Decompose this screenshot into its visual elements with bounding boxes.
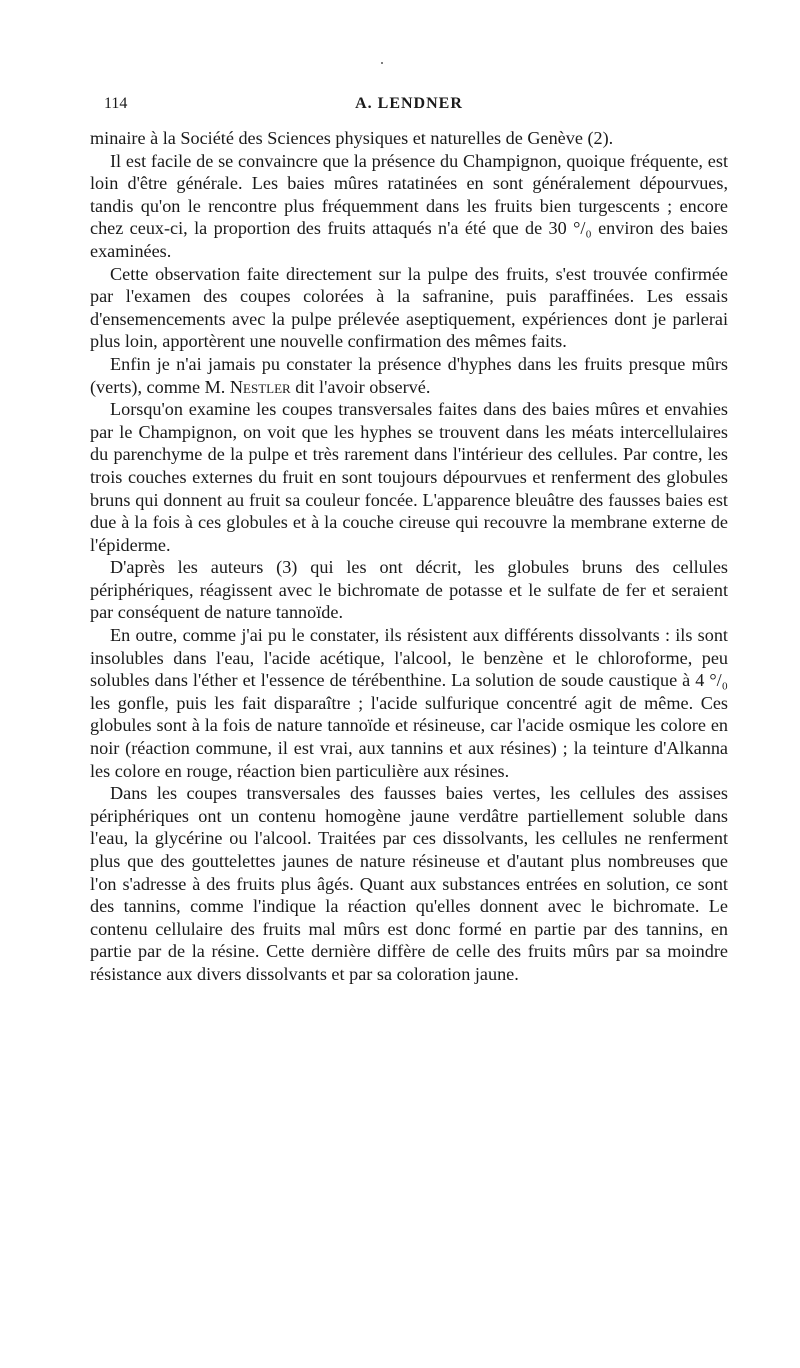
paragraph-text: dit l'avoir observé. bbox=[290, 376, 431, 397]
book-page bbox=[90, 95, 728, 986]
paragraph: minaire à la Société des Sciences physiques et naturelles de Genève (2). bbox=[90, 128, 614, 148]
print-speck bbox=[381, 62, 383, 64]
page-body bbox=[90, 127, 728, 986]
paragraph bbox=[90, 353, 728, 398]
page-header bbox=[90, 95, 728, 121]
page-number: 114 bbox=[104, 95, 128, 112]
paragraph-text: Enfin je n'ai jamais pu constater la présence d'hyphes dans les fruits presque mûrs (verts), comme M. bbox=[90, 353, 728, 397]
paragraph: Il est facile de se convaincre que la présence du Champignon, quoique fréquente, est loin d'être générale. Les baies mûres ratatinées en sont généralement dépourvues, tandis qu'on le rencontre plus fréquemment dans les fruits bien turgescents ; encore chez ceux-ci, la proportion des fruits attaqués n'a été que de 30 °/₀ environ des baies examinées. bbox=[90, 150, 728, 261]
paragraph: D'après les auteurs (3) qui les ont décrit, les globules bruns des cellules périphériques, réagissent avec le bichromate de potasse et le sulfate de fer et seraient par conséquent de nature tannoïde. bbox=[90, 557, 728, 623]
paragraph: Lorsqu'on examine les coupes transversales faites dans des baies mûres et envahies par le Champignon, on voit que les hyphes se trouvent dans les méats intercellulaires du parenchyme de la pulpe et très rarement dans l'intérieur des cellules. Par contre, les trois couches externes du fruit en sont toujours dépourvues et renferment des globules bruns qui donnent au fruit sa couleur foncée. L'apparence bleuâtre des fausses baies est due à la fois à ces globules et à la couche cireuse qui recouvre la membrane externe de l'épiderme. bbox=[90, 399, 728, 555]
paragraph: Cette observation faite directement sur la pulpe des fruits, s'est trouvée confirmée par l'examen des coupes colorées à la safranine, puis paraffinées. Les essais d'ensemencements avec la pulpe prélevée aseptiquement, expériences dont je parlerai plus loin, apportèrent une nouvelle confirmation des mêmes faits. bbox=[90, 263, 728, 352]
paragraph: En outre, comme j'ai pu le constater, ils résistent aux différents dissolvants : ils sont insolubles dans l'eau, l'acide acétique, l'alcool, le benzène et le chloroforme, peu solubles dans l'éther et l'essence de térébenthine. La solution de soude caustique à 4 °/₀ les gonfle, puis les fait disparaître ; l'acide sulfurique concentré agit de même. Ces globules sont à la fois de nature tannoïde et résineuse, car l'acide osmique les colore en noir (réaction commune, il est vrai, aux tannins et aux résines) ; la teinture d'Alkanna les colore en rouge, réaction bien particulière aux résines. bbox=[90, 625, 728, 781]
running-title: A. LENDNER bbox=[355, 95, 463, 112]
author-name: Nestler bbox=[229, 376, 291, 397]
paragraph: Dans les coupes transversales des fausses baies vertes, les cellules des assises périphériques ont un contenu homogène jaune verdâtre partiellement soluble dans l'eau, la glycérine ou l'alcool. Traitées par ces dissolvants, les cellules ne renferment plus que des gouttelettes jaunes de nature résineuse et d'autant plus nombreuses que l'on s'adresse à des fruits plus âgés. Quant aux substances entrées en solution, ce sont des tannins, comme l'indique la réaction qu'elles donnent avec le bichromate. Le contenu cellulaire des fruits mal mûrs est donc formé en partie par des tannins, en partie par de la résine. Cette dernière diffère de celle des fruits mûrs par sa moindre résistance aux divers dissolvants et par sa coloration jaune. bbox=[90, 783, 728, 984]
